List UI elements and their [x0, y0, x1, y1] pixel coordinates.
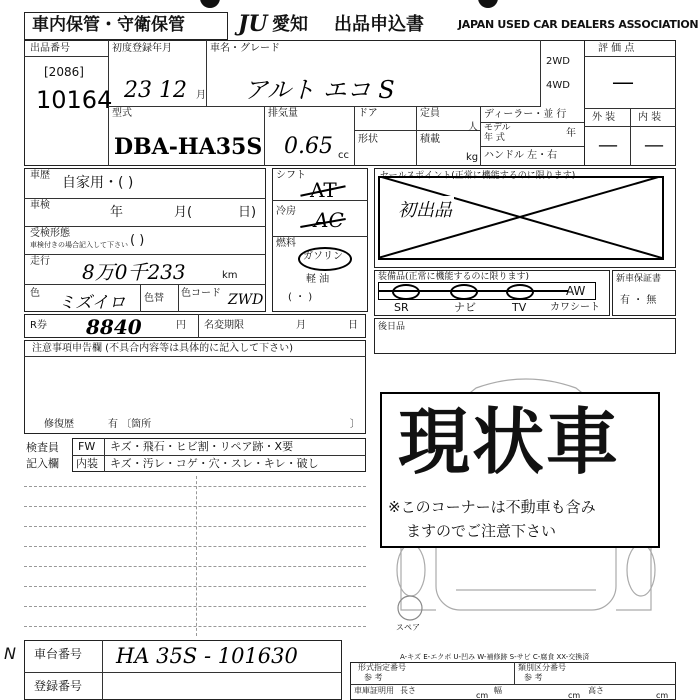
- model-designation-ref: 参 考: [364, 673, 383, 682]
- inspection-day: 日): [238, 205, 257, 220]
- binder-hole-left: [200, 0, 220, 8]
- ju-logo: JU: [238, 11, 268, 37]
- registration-unit: 月: [196, 90, 206, 101]
- dealer-year: 年 式: [484, 133, 505, 143]
- notes-divider: [196, 476, 197, 636]
- receipt-label: 受検形態: [30, 228, 70, 239]
- registration-no-label: 登録番号: [34, 679, 83, 693]
- repair-close: 〕: [350, 419, 360, 430]
- evaluation-label: 評 価 点: [598, 43, 635, 54]
- aircon-value: AC: [314, 208, 344, 232]
- binder-hole-right: [478, 0, 498, 8]
- fuel-label: 燃料: [276, 238, 296, 249]
- inspector-label-1: 検査員: [26, 441, 59, 454]
- dealer-model: モデル: [484, 123, 511, 133]
- category-ref: 参 考: [524, 673, 543, 682]
- 2wd-label: 2WD: [546, 56, 570, 67]
- sales-point-handwritten: 初出品: [396, 196, 454, 222]
- sales-point-label: セールスポイント(正常に機能するのに限ります): [380, 171, 576, 181]
- after-date-box: [374, 318, 676, 354]
- width-label: 幅: [494, 686, 502, 695]
- lot-number: 10164: [36, 86, 113, 114]
- inspection-year: 年: [110, 205, 124, 220]
- model-type-label: 型式: [112, 108, 132, 119]
- notes-label: 注意事項申告欄 (不具合内容等は具体的に記入して下さい): [32, 343, 293, 354]
- model-designation-label: 形式指定番号: [358, 663, 406, 672]
- genjo-title: 現状車: [398, 400, 621, 484]
- color-code-label: 色コード: [181, 288, 221, 299]
- category-label: 類別区分番号: [518, 663, 566, 672]
- tv-circle: [506, 284, 534, 300]
- recycle-box: [24, 314, 366, 338]
- lot-bracket-number: [2086]: [44, 65, 84, 79]
- dealer-line: ディーラー・並 行: [484, 109, 567, 120]
- damage-legend: A-キズ E-エクボ U-凹み W-補修跡 S-サビ C-腐食 XX-交換済: [400, 653, 590, 661]
- exterior-label: 外 装: [592, 112, 616, 123]
- form-title: 出品申込書: [334, 14, 424, 35]
- storage-label: 車内保管・守衛保管: [32, 15, 185, 35]
- recycle-unit: 円: [176, 320, 186, 331]
- inspection-label: 車検: [30, 200, 50, 211]
- warranty-value: 有 ・ 無: [620, 295, 657, 306]
- door-label: ドア: [358, 108, 378, 119]
- interior-label: 内 装: [638, 112, 662, 123]
- fuel-paren: ( ・ ): [288, 292, 313, 303]
- shift-label: シフト: [276, 170, 306, 181]
- color-code-value: ZWD: [228, 292, 264, 308]
- after-date-label: 後日品: [378, 322, 406, 332]
- aircon-label: 冷房: [276, 206, 296, 217]
- lot-label: 出品番号: [30, 43, 70, 54]
- length-label: 長さ: [400, 686, 416, 695]
- equipment-label: 装備品(正常に機能するのに限ります): [378, 272, 530, 282]
- inspector-interior: 内装: [76, 457, 98, 470]
- navi-circle: [450, 284, 478, 300]
- fuel-diesel: 軽 油: [306, 274, 330, 285]
- name-change-day: 日: [348, 320, 358, 331]
- dealer-handle: ハンドル 左・右: [484, 150, 558, 161]
- capacity-label: 定員: [420, 108, 440, 119]
- genjo-note-2: ますのでご注意下さい: [406, 522, 557, 540]
- branch-name: 愛知: [272, 14, 308, 35]
- history-label: 車歴: [30, 170, 50, 181]
- fuel-gasoline: ガソリン: [303, 251, 343, 262]
- color-label: 色: [30, 288, 40, 299]
- dealer-year-unit: 年: [566, 128, 576, 139]
- displacement-label: 排気量: [268, 108, 298, 119]
- model-type-value: DBA-HA35S: [114, 134, 263, 160]
- inspector-fw: FW: [78, 440, 96, 453]
- exterior-value: —: [598, 132, 618, 156]
- inspector-fw-items: キズ・飛石・ヒビ割・リペア跡・X要: [110, 440, 294, 453]
- repair-label: 修復歴: [44, 419, 74, 430]
- height-unit: cm: [656, 691, 669, 700]
- equipment-aw: AW: [566, 284, 586, 298]
- spare-label: スペア: [396, 623, 420, 632]
- length-unit: cm: [476, 691, 489, 700]
- association-name: JAPAN USED CAR DEALERS ASSOCIATION: [458, 18, 699, 31]
- registration-label: 初度登録年月: [112, 43, 172, 54]
- inspector-label-2: 記入欄: [26, 457, 59, 470]
- displacement-unit: cc: [338, 150, 349, 161]
- chassis-margin-mark: N: [4, 644, 16, 663]
- warranty-label: 新車保証書: [616, 274, 662, 284]
- chassis-value: HA 35S - 101630: [116, 644, 298, 668]
- inspection-month: 月(: [174, 205, 193, 220]
- inspector-interior-items: キズ・汚レ・コゲ・穴・スレ・キレ・破し: [110, 457, 319, 470]
- history-value: 自家用・( ): [62, 175, 134, 191]
- shift-value: AT: [310, 178, 337, 202]
- color-value: ミズイロ: [58, 293, 126, 313]
- 4wd-label: 4WD: [546, 80, 570, 91]
- load-unit: kg: [466, 152, 479, 163]
- name-change-month: 月: [296, 320, 306, 331]
- chassis-label: 車台番号: [34, 647, 83, 661]
- color-change-label: 色替: [144, 293, 164, 304]
- displacement-value: 0.65: [284, 134, 333, 159]
- name-change-label: 名変期限: [204, 320, 244, 331]
- width-unit: cm: [568, 691, 581, 700]
- car-name-value: アルト エコ S: [244, 76, 395, 104]
- mileage-label: 走行: [30, 256, 50, 267]
- mileage-value: 8万0千233: [82, 260, 186, 284]
- height-label: 高さ: [588, 686, 604, 695]
- car-name-label: 車名・グレード: [210, 43, 280, 54]
- receipt-sub: 車検付きの場合記入して下さい: [30, 241, 128, 249]
- receipt-value: ( ): [130, 233, 145, 248]
- genjo-note-1: ※このコーナーは不動車も含み: [388, 498, 596, 516]
- capacity-unit: 人: [468, 122, 478, 133]
- load-label: 積載: [420, 134, 440, 145]
- sr-circle: [392, 284, 420, 300]
- equipment-tv: TV: [512, 301, 527, 314]
- shape-label: 形状: [358, 134, 378, 145]
- interior-value: —: [644, 132, 664, 156]
- mileage-unit: km: [222, 270, 238, 281]
- recycle-value: 8840: [86, 315, 142, 339]
- repair-value: 有 〔箇所: [108, 419, 152, 430]
- equipment-seat: カワシート: [550, 302, 600, 313]
- garage-cert-label: 車庫証明用: [354, 686, 394, 695]
- registration-value: 23 12: [124, 78, 187, 103]
- equipment-navi: ナビ: [454, 301, 476, 314]
- recycle-label: R券: [30, 320, 47, 331]
- equipment-sr: SR: [394, 301, 409, 314]
- evaluation-value: —: [612, 70, 634, 95]
